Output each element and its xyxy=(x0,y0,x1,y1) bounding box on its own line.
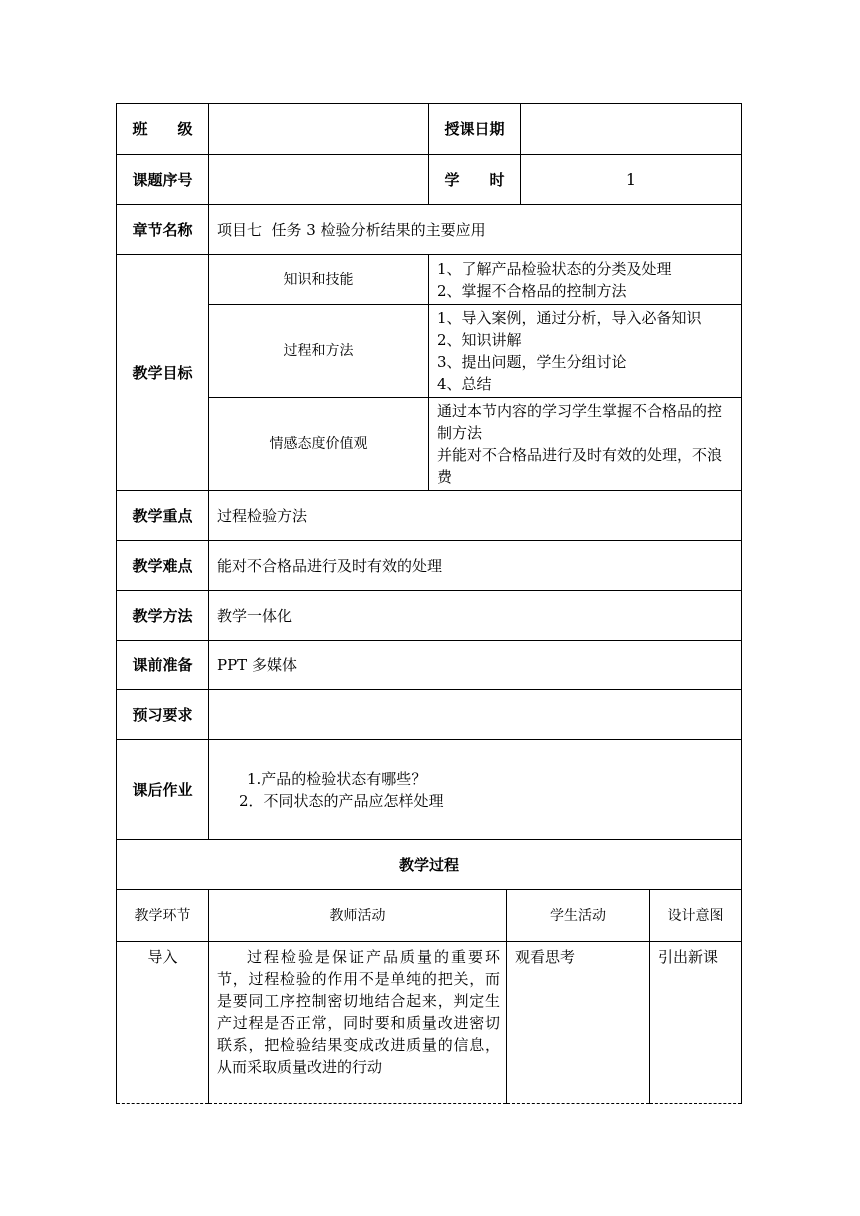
homework-line: 1.产品的检验状态有哪些？ xyxy=(247,769,427,788)
objective-knowledge-row xyxy=(117,255,742,305)
design-intent-cell: 引出新课 xyxy=(650,942,742,1104)
class-label: 班 级 xyxy=(117,104,209,155)
focus-value: 过程检验方法 xyxy=(209,491,742,541)
method-label: 教学方法 xyxy=(117,591,209,641)
process-method-content xyxy=(429,305,742,398)
difficulty-row xyxy=(117,541,742,591)
process-line: 3、提出问题，学生分组讨论 xyxy=(437,353,627,371)
lesson-number-value xyxy=(209,155,429,205)
knowledge-line: 2、掌握不合格品的控制方法 xyxy=(437,281,627,300)
objective-process-row xyxy=(117,305,742,398)
hours-label: 学 时 xyxy=(429,155,521,205)
homework-line: 2．不同状态的产品应怎样处理 xyxy=(239,791,444,810)
process-line: 2、知识讲解 xyxy=(437,331,522,349)
objective-emotion-row xyxy=(117,398,742,491)
hours-value: 1 xyxy=(521,155,742,205)
emotion-values-label: 情感态度价值观 xyxy=(209,398,429,491)
stage-cell: 导入 xyxy=(117,942,209,1104)
process-title: 教学过程 xyxy=(117,840,742,890)
preview-value xyxy=(209,690,742,740)
date-label: 授课日期 xyxy=(429,104,521,155)
method-value: 教学一体化 xyxy=(209,591,742,641)
chapter-row xyxy=(117,205,742,255)
lesson-plan-form xyxy=(116,103,741,1104)
date-value xyxy=(521,104,742,155)
process-row xyxy=(117,942,742,1104)
emotion-values-content xyxy=(429,398,742,491)
process-title-row xyxy=(117,840,742,890)
class-value xyxy=(209,104,429,155)
objectives-label: 教学目标 xyxy=(117,255,209,491)
difficulty-label: 教学难点 xyxy=(117,541,209,591)
process-header-row xyxy=(117,890,742,942)
lesson-plan-table xyxy=(116,103,742,890)
emotion-line: 并能对不合格品进行及时有效的处理，不浪费 xyxy=(437,446,723,486)
prep-value: PPT 多媒体 xyxy=(209,641,742,690)
lesson-number-label: 课题序号 xyxy=(117,155,209,205)
column-student: 学生活动 xyxy=(507,890,650,942)
homework-row xyxy=(117,740,742,840)
chapter-label: 章节名称 xyxy=(117,205,209,255)
prep-row xyxy=(117,641,742,690)
knowledge-line: 1、了解产品检验状态的分类及处理 xyxy=(437,259,672,278)
column-teacher: 教师活动 xyxy=(209,890,507,942)
process-method-label: 过程和方法 xyxy=(209,305,429,398)
column-stage: 教学环节 xyxy=(117,890,209,942)
teacher-activity-cell: 过程检验是保证产品质量的重要环节，过程检验的作用不是单纯的把关，而是要同工序控制密切地结合起来，判定生产过程是否正常，同时要和质量改进密切联系，把检验结果变成改进质量的信息，从而采取质量改进的行动 xyxy=(209,942,507,1104)
preview-row xyxy=(117,690,742,740)
knowledge-skills-content xyxy=(429,255,742,305)
column-intent: 设计意图 xyxy=(650,890,742,942)
method-row xyxy=(117,591,742,641)
preview-label: 预习要求 xyxy=(117,690,209,740)
process-line: 1、导入案例，通过分析，导入必备知识 xyxy=(437,309,702,327)
knowledge-skills-label: 知识和技能 xyxy=(209,255,429,305)
focus-row xyxy=(117,491,742,541)
prep-label: 课前准备 xyxy=(117,641,209,690)
lesson-number-row xyxy=(117,155,742,205)
student-activity-cell: 观看思考 xyxy=(507,942,650,1104)
emotion-line: 通过本节内容的学习学生掌握不合格品的控制方法 xyxy=(437,402,723,442)
homework-content xyxy=(209,740,742,840)
difficulty-value: 能对不合格品进行及时有效的处理 xyxy=(209,541,742,591)
homework-label: 课后作业 xyxy=(117,740,209,840)
process-line: 4、总结 xyxy=(437,375,492,393)
chapter-value: 项目七 任务 3 检验分析结果的主要应用 xyxy=(209,205,742,255)
process-table xyxy=(116,889,742,1104)
class-row xyxy=(117,104,742,155)
focus-label: 教学重点 xyxy=(117,491,209,541)
